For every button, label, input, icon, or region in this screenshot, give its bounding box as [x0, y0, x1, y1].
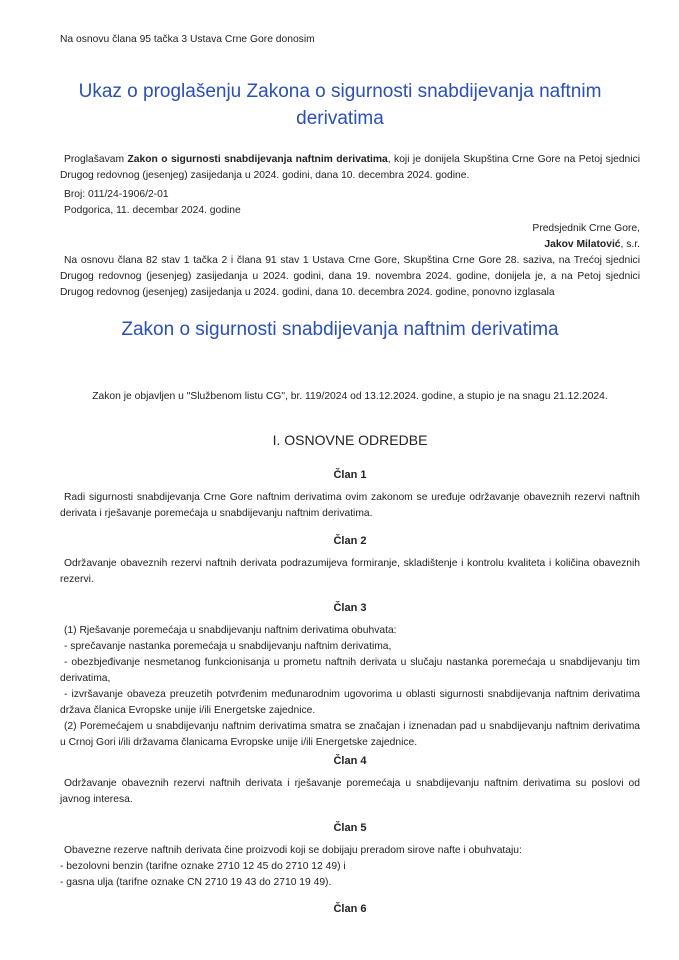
article-title: Član 5	[333, 822, 367, 834]
law-name-bold: Zakon o sigurnosti snabdijevanja naftnim derivatima	[127, 154, 388, 165]
section-heading: I. OSNOVNE ODREDBE	[272, 432, 428, 448]
broj: Broj: 011/24-1906/2-01	[64, 189, 169, 200]
signer-title: Predsjednik Crne Gore,	[532, 223, 640, 234]
article-title: Član 4	[333, 755, 367, 767]
article-title: Član 3	[333, 602, 367, 614]
paragraph: Obavezne rezerve naftnih derivata čine proizvodi koji se dobijaju preradom sirove nafte i obuhvataju:	[64, 845, 522, 856]
article-text	[60, 843, 640, 891]
ukaz-title: Ukaz o proglašenju Zakona o sigurnosti snabdijevanja naftnim derivatima	[78, 81, 602, 129]
list-item: - izvršavanje obaveza preuzetih potvrđenim međunarodnim ugovorima u oblasti sigurnosti snabdijevanja naftnim derivatima država članica Evropske unije i/ili Energetske zajednice.	[60, 689, 640, 716]
paragraph: (1) Rješavanje poremećaja u snabdijevanju naftnim derivatima obuhvata:	[64, 625, 397, 636]
article-text: Radi sigurnosti snabdijevanja Crne Gore naftnim derivatima ovim zakonom se uređuje održavanje obaveznih rezervi naftnih derivata i rješavanje poremećaja u snabdijevanju naftnim derivatima.	[60, 492, 640, 519]
signer-suffix: , s.r.	[620, 239, 640, 250]
place-date: Podgorica, 11. decembar 2024. godine	[64, 205, 241, 216]
article-title: Član 1	[333, 469, 367, 481]
signer-name: Jakov Milatović	[544, 239, 621, 250]
text: Proglašavam	[64, 154, 128, 165]
list-item: - bezolovni benzin (tarifne oznake 2710 12 45 do 2710 12 49) i	[60, 861, 346, 872]
ukaz-paragraph	[60, 152, 640, 184]
article-text: Održavanje obaveznih rezervi naftnih derivata podrazumijeva formiranje, skladištenje i kontrolu kvaliteta i količina obaveznih rezervi.	[60, 558, 640, 585]
paragraph: (2) Poremećajem u snabdijevanju naftnim derivatima smatra se značajan i iznenadan pad u snabdijevanju naftnim derivatima u Crnoj Gori i/ili državama članicama Evropske unije i/ili Energetske zajednice.	[60, 721, 640, 748]
text: , koji je donijela Skupština Crne Gore na Petoj sjednici Drugog redovnog (jesenjeg) zasijedanja u 2024. godini, dana 10. decembra 2024. godine.	[60, 154, 641, 181]
article-title: Član 2	[333, 535, 367, 547]
preamble: Na osnovu člana 95 tačka 3 Ustava Crne Gore donosim	[60, 34, 315, 45]
list-item: - gasna ulja (tarifne oznake CN 2710 19 43 do 2710 19 49).	[60, 877, 332, 888]
signer	[60, 237, 640, 253]
adoption-paragraph: Na osnovu člana 82 stav 1 tačka 2 i člana 91 stav 1 Ustava Crne Gore, Skupština Crne Gore 28. saziva, na Trećoj sjednici Drugog redovnog (jesenjeg) zasijedanja u 2024. godini, dana 19. novembra 2024. godine, donijela je, a na Petoj sjednici Drugog redovnog (jesenjeg) zasijedanja u 2024. godini, dana 10. decembra 2024. godine, ponovno izglasala	[60, 255, 640, 298]
list-item: - sprečavanje nastanka poremećaja u snabdijevanju naftnim derivatima,	[64, 641, 392, 652]
publication-note: Zakon je objavljen u "Službenom listu CG", br. 119/2024 od 13.12.2024. godine, a stupio je na snagu 21.12.2024.	[92, 391, 608, 402]
list-item: - obezbjeđivanje nesmetanog funkcionisanja u prometu naftnih derivata u slučaju nastanka poremećaja u snabdijevanju tim derivatima,	[60, 657, 640, 684]
article-text	[60, 623, 640, 751]
article-text: Održavanje obaveznih rezervi naftnih derivata i rješavanje poremećaja u snabdijevanju naftnim derivatima su poslovi od javnog interesa.	[60, 778, 640, 805]
article-title: Član 6	[333, 903, 367, 915]
law-title: Zakon o sigurnosti snabdijevanja naftnim derivatima	[121, 319, 559, 340]
